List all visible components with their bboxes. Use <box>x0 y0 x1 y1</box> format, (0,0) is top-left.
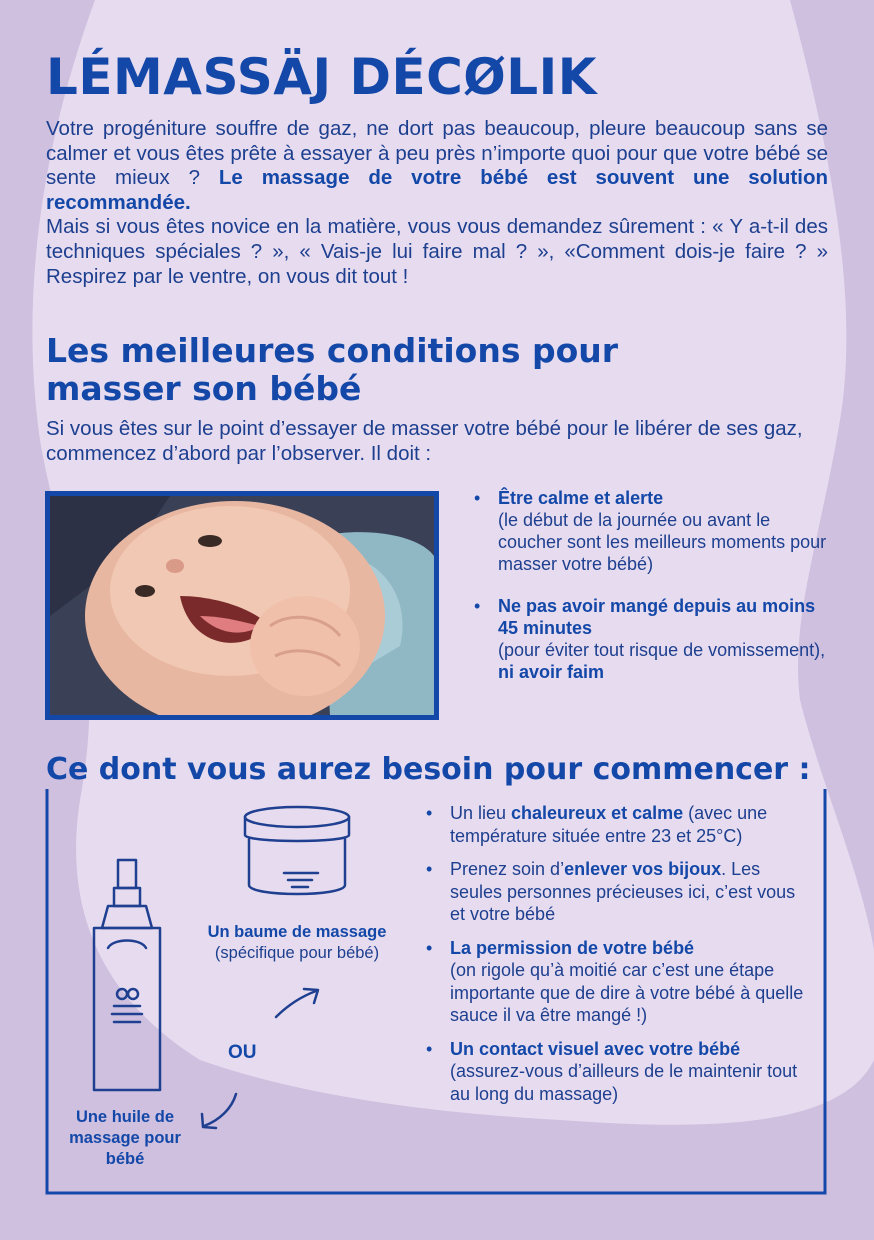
arrow-down-left-icon <box>198 1090 242 1132</box>
balm-label-title: Un baume de massage <box>207 923 387 941</box>
list-item-bold: • Un contact visuel avec votre bébé <box>450 1038 741 1059</box>
list-item-post: (assurez-vous d’ailleurs de le maintenir tout au long du massage) <box>450 1061 798 1104</box>
list-item <box>422 802 812 847</box>
list-item <box>470 595 830 683</box>
conditions-text: Si vous êtes sur le point d’essayer de masser votre bébé pour le libérer de ses gaz, commencez d’abord par l’observer. Il doit : <box>46 417 803 465</box>
list-item-post: (avec une température située entre 23 et 25°C) <box>450 803 768 846</box>
intro-text-1: Votre progéniture souffre de gaz, ne dort pas beaucoup, pleure beaucoup sans se calmer et vous êtes prête à essayer à peu près n’importe quoi pour que votre bébé se sente mieux ? <box>46 117 828 190</box>
laughing-baby-photo <box>45 491 439 720</box>
balm-jar-icon <box>240 803 354 903</box>
oil-label: Une huile de massage pour bébé <box>69 1108 181 1168</box>
list-item-bold: • Ne pas avoir mangé depuis au moins 45 minutes <box>498 596 816 638</box>
list-item-pre: Prenez soin d’ <box>450 859 565 879</box>
list-item <box>422 1038 812 1106</box>
intro-bold-text: Le massage de votre bébé est souvent une solution recommandée. <box>46 166 828 214</box>
list-item-bold-end: ni avoir faim <box>498 662 605 682</box>
arrow-up-right-icon <box>272 985 324 1021</box>
list-item-bold: chaleureux et calme <box>511 803 684 823</box>
conditions-heading: Les meilleures conditions pour masser son bébé <box>46 331 619 408</box>
needs-heading: Ce dont vous aurez besoin pour commencer : <box>46 752 811 787</box>
list-item <box>470 487 830 575</box>
conditions-list <box>470 487 830 703</box>
list-item <box>422 858 812 926</box>
list-item-text: (le début de la journée ou avant le coucher sont les meilleurs moments pour masser votre bébé) <box>498 510 827 574</box>
balm-label-sub: (spécifique pour bébé) <box>214 944 380 962</box>
intro-paragraph <box>46 117 828 289</box>
intro-text-2: Mais si vous êtes novice en la matière, vous vous demandez sûrement : « Y a-t-il des techniques spéciales ? », « Vais-je lui faire mal ? », «Comment dois-je faire ? » Respirez par le ventre, on vous dit tout ! <box>46 215 828 288</box>
list-item-pre: Un lieu <box>450 803 512 823</box>
needs-list <box>422 802 812 1116</box>
list-item-post: . Les seules personnes précieuses ici, c’est vous et votre bébé <box>450 859 796 924</box>
oil-bottle-icon <box>88 858 166 1096</box>
page-title: LÉMASSÄJ DÉCØLIK <box>46 48 598 106</box>
list-item-text: (pour éviter tout risque de vomissement), <box>498 640 826 660</box>
list-item-post: (on rigole qu’à moitié car c’est une étape importante que de dire à votre bébé à quelle sauce il va être mangé !) <box>450 960 804 1025</box>
list-item-bold: • Être calme et alerte <box>498 488 664 508</box>
list-item-bold: • La permission de votre bébé <box>450 937 695 958</box>
list-item <box>422 937 812 1027</box>
list-item-bold: enlever vos bijoux <box>564 859 722 879</box>
balm-label <box>190 922 404 964</box>
or-label: OU <box>228 1042 257 1063</box>
